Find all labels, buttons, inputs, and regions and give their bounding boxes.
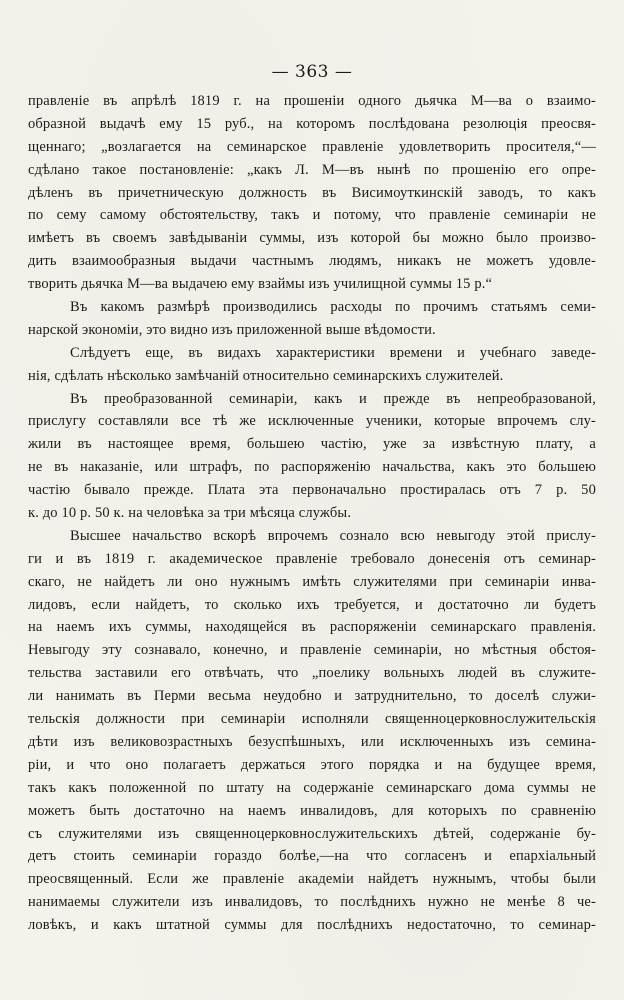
text-line: нарской экономіи, это видно изъ приложенной выше вѣдомости. [28, 321, 436, 338]
text-line: Высшее начальство вскорѣ впрочемъ сознало всю невыгоду этой прислу- [70, 527, 596, 544]
text-line: детъ стоить семинаріи гораздо болѣе,—на что согласенъ и епархіальный [28, 848, 596, 865]
text-line: тельскія должности при семинаріи исполняли священноцерковнослужительскія [28, 711, 596, 728]
text-line: скаго, не найдетъ ли оно нужнымъ имѣть служителями при семинаріи инва- [28, 573, 596, 590]
text-line: частію бывало прежде. Плата эта первоначально простиралась отъ 7 р. 50 [28, 482, 596, 499]
text-line: преосвященный. Если же правленіе академіи найдетъ нужнымъ, чтобы были [28, 871, 596, 888]
text-line: Слѣдуетъ еще, въ видахъ характеристики времени и учебнаго заведе- [70, 344, 596, 361]
text-line: тельства заставили его отвѣчать, что „поелику вольныхъ людей въ служите- [28, 665, 596, 682]
text-line: ги и въ 1819 г. академическое правленіе требовало донесенія отъ семинар- [28, 550, 596, 567]
text-line: нанимаемы служители изъ инвалидовъ, то послѣднихъ нужно не менѣе 8 че- [28, 894, 596, 911]
text-line: творить дьячка М—ва выдачею ему взаймы изъ училищной суммы 15 р.“ [28, 276, 493, 293]
text-line: правленіе въ апрѣлѣ 1819 г. на прошеніи одного дьячка М—ва о взаимо- [28, 93, 596, 109]
text-line: лидовъ, если найдетъ, то сколько ихъ требуется, и достаточно ли будетъ [28, 596, 596, 613]
text-line: сдѣлано такое постановленіе: „какъ Л. М—въ нынѣ по прошенію его опре- [28, 161, 596, 178]
text-line: съ служителями изъ священноцерковнослужительскихъ дѣтей, содержаніе бу- [28, 825, 596, 842]
text-line: по сему самому обстоятельству, такъ и потому, что правленіе семинаріи не [28, 207, 596, 224]
text-line: Въ преобразованной семинаріи, какъ и прежде въ непреобразованой, [70, 390, 596, 407]
text-line: прислугу составляли все тѣ же исключенные ученики, которые впрочемъ слу- [28, 413, 596, 430]
text-line: жили въ настоящее время, большею частію, уже за извѣстную плату, а [28, 436, 596, 453]
text-line: такъ какъ положенной по штату на содержаніе семинарскаго дома суммы не [28, 779, 596, 796]
text-line: дить взаимообразныя выдачи частнымъ людямъ, никакъ не можетъ удовле- [28, 253, 596, 270]
text-line: к. до 10 р. 50 к. на человѣка за три мѣсяца службы. [28, 505, 352, 522]
text-line: не въ наказаніе, или штрафъ, по распоряженію начальства, какъ это большею [28, 459, 596, 476]
text-line: образной выдачѣ ему 15 руб., на которомъ послѣдована резолюція преосвя- [28, 115, 596, 132]
body-text [28, 90, 596, 937]
text-line: щеннаго; „возлагается на семинарское правленіе удовлетворить просителя,“— [28, 138, 596, 155]
text-line: дѣленъ въ причетническую должность въ Висимоуткинскій заводъ, то какъ [28, 184, 596, 201]
text-line: ли нанимать въ Перми весьма неудобно и затруднительно, то доселѣ служи- [28, 688, 596, 705]
text-line: можетъ быть достаточно на наемъ инвалидовъ, для которыхъ по сравненію [28, 802, 596, 819]
text-line: Въ какомъ размѣрѣ производились расходы по прочимъ статьямъ семи- [70, 299, 596, 316]
text-line: ловѣкъ, и какъ штатной суммы для послѣднихъ недостаточно, то семинар- [28, 917, 596, 934]
text-line: Невыгоду эту сознавало, конечно, и правленіе семинаріи, но мѣстныя обстоя- [28, 642, 596, 659]
text-line: имѣетъ въ своемъ завѣдываніи суммы, изъ которой бы можно было произво- [28, 230, 596, 247]
text-line: дѣти изъ великовозрастныхъ безуспѣшныхъ, или исключенныхъ изъ семина- [28, 733, 596, 750]
text-line: ріи, и что оно полагаетъ держаться этого порядка и на будущее время, [28, 756, 596, 773]
page-number: — 363 — [271, 62, 353, 82]
text-line: нія, сдѣлать нѣсколько замѣчаній относительно семинарскихъ служителей. [28, 367, 504, 384]
text-line: на наемъ ихъ суммы, находящейся въ распоряженіи семинарскаго правленія. [28, 619, 596, 636]
